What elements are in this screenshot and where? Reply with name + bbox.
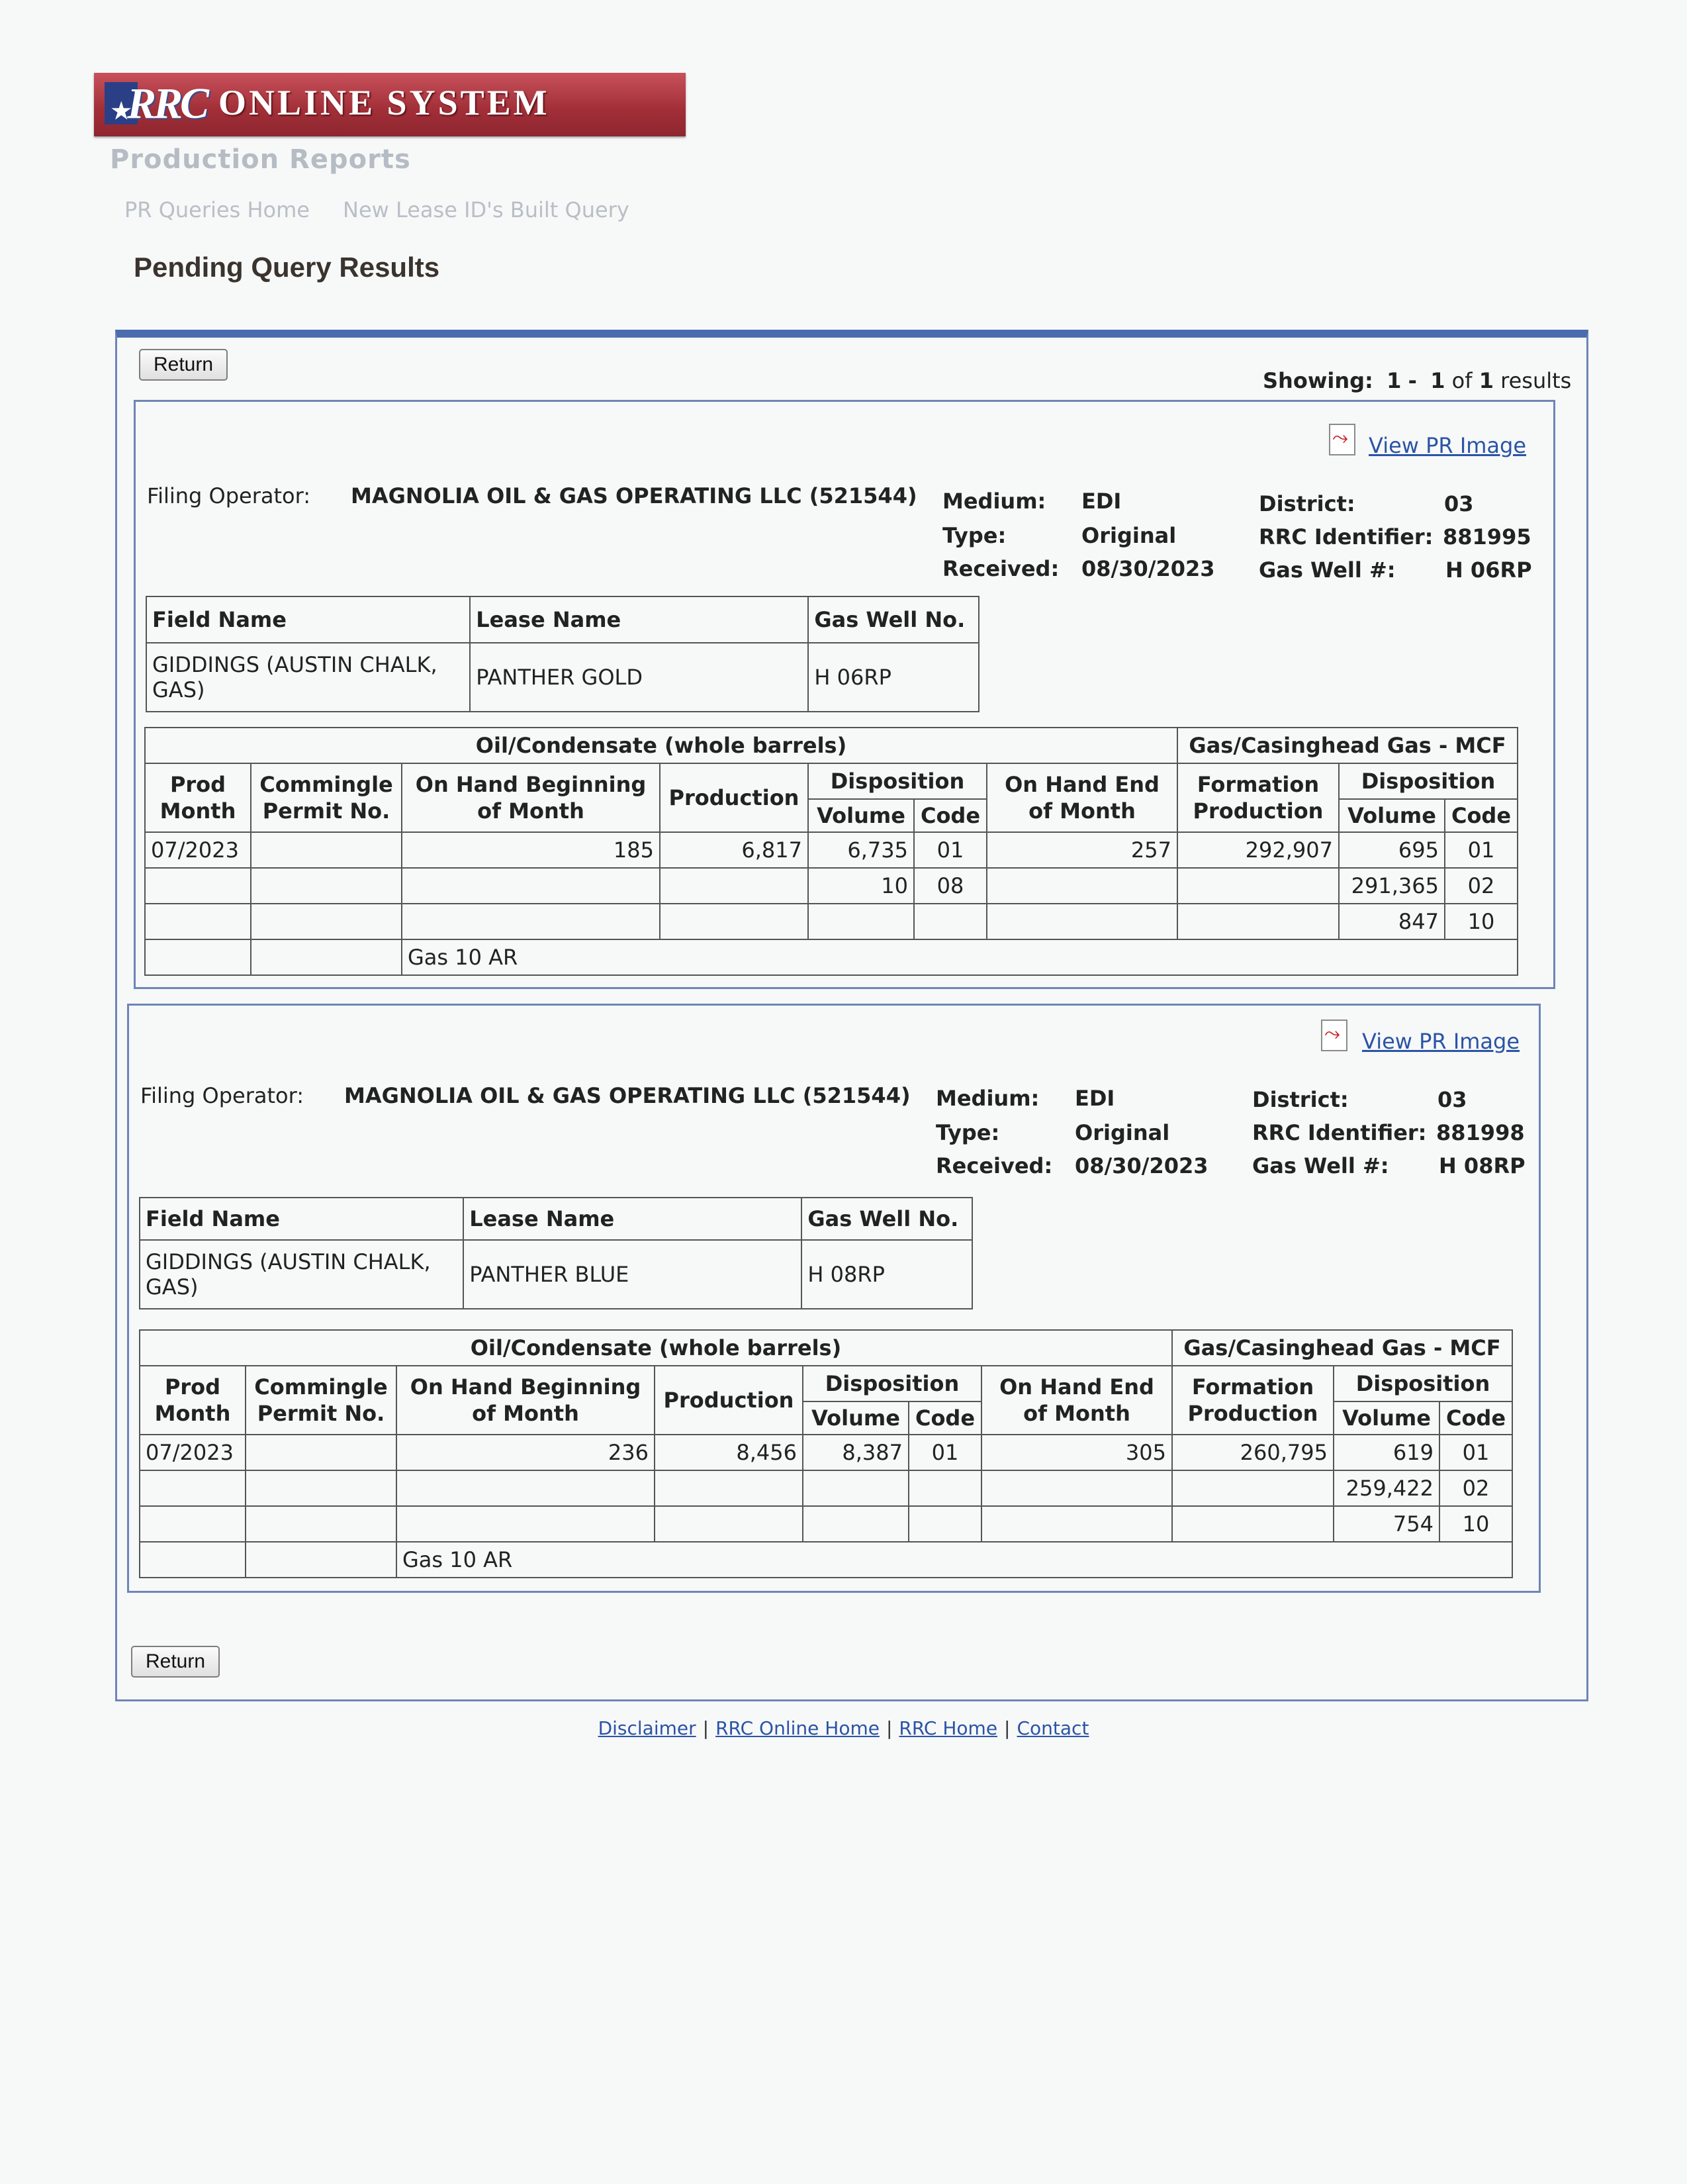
note-cell: Gas 10 AR [396, 1542, 1512, 1578]
received-value: 08/30/2023 [1075, 1153, 1208, 1178]
district-value: 03 [1444, 491, 1474, 516]
production-cell [660, 868, 808, 904]
commingle-cell [251, 832, 402, 868]
gas-code-cell: 10 [1445, 904, 1518, 939]
on-hand-begin-cell [396, 1506, 655, 1542]
oil-code-cell: 01 [909, 1435, 981, 1470]
page-title: Pending Query Results [134, 252, 440, 283]
prod-month-cell: 07/2023 [140, 1435, 246, 1470]
results-count [1263, 368, 1571, 393]
oil-code-header: Code [909, 1401, 981, 1435]
formation-production-cell [1172, 1470, 1334, 1506]
showing-label: Showing: [1263, 368, 1373, 393]
operator-name: MAGNOLIA OIL & GAS OPERATING LLC (521544) [351, 483, 917, 508]
received-label: Received: [942, 556, 1060, 581]
gas-code-cell: 01 [1445, 832, 1518, 868]
production-cell: 6,817 [660, 832, 808, 868]
rrc-logo [110, 78, 207, 130]
pdf-icon[interactable] [1321, 1020, 1347, 1051]
oil-volume-cell [808, 904, 914, 939]
oil-disposition-header: Disposition [808, 763, 987, 799]
disclaimer-link[interactable]: Disclaimer [598, 1717, 696, 1739]
on-hand-end-cell [987, 904, 1177, 939]
gas-code-cell: 10 [1439, 1506, 1512, 1542]
formation-production-header: Formation Production [1177, 763, 1339, 832]
type-label: Type: [942, 523, 1007, 548]
gas-well-label: Gas Well #: [1259, 557, 1396, 583]
on-hand-end-cell: 257 [987, 832, 1177, 868]
table-row [140, 1506, 1512, 1542]
lease-name-header: Lease Name [463, 1198, 801, 1240]
oil-volume-cell [803, 1470, 909, 1506]
rrc-identifier-label: RRC Identifier: [1252, 1120, 1427, 1145]
prod-month-header: Prod Month [145, 763, 251, 832]
formation-production-cell: 260,795 [1172, 1435, 1334, 1470]
empty-cell [246, 1542, 396, 1578]
contact-link[interactable]: Contact [1017, 1717, 1089, 1739]
commingle-cell [246, 1506, 396, 1542]
table-row [140, 1435, 1512, 1470]
showing-suffix: results [1500, 368, 1572, 393]
gas-well-no-header: Gas Well No. [801, 1198, 972, 1240]
lease-name-cell: PANTHER GOLD [470, 643, 808, 712]
production-cell [655, 1470, 803, 1506]
commingle-header: Commingle Permit No. [246, 1366, 396, 1435]
prod-month-cell [140, 1470, 246, 1506]
lease-table [139, 1197, 973, 1309]
table-row [145, 868, 1518, 904]
oil-volume-cell: 8,387 [803, 1435, 909, 1470]
filing-operator-label: Filing Operator: [147, 483, 310, 508]
footer-separator: | [1004, 1717, 1011, 1739]
formation-production-cell: 292,907 [1177, 832, 1339, 868]
logo-text: RRC [127, 79, 207, 128]
empty-cell [251, 939, 402, 975]
on-hand-end-header: On Hand End of Month [987, 763, 1177, 832]
commingle-cell [246, 1435, 396, 1470]
medium-label: Medium: [936, 1086, 1040, 1111]
footer-separator: | [702, 1717, 709, 1739]
return-button-bottom[interactable]: Return [131, 1646, 220, 1678]
on-hand-end-cell [981, 1470, 1172, 1506]
medium-value: EDI [1081, 489, 1122, 514]
table-row [145, 939, 1518, 975]
formation-production-cell [1177, 868, 1339, 904]
rrc-home-link[interactable]: RRC Home [899, 1717, 998, 1739]
commingle-cell [251, 904, 402, 939]
view-pr-image-link[interactable]: View PR Image [1362, 1029, 1520, 1054]
oil-volume-header: Volume [803, 1401, 909, 1435]
commingle-cell [251, 868, 402, 904]
footer-links [0, 1717, 1687, 1739]
oil-code-cell [914, 904, 987, 939]
gas-code-cell: 02 [1439, 1470, 1512, 1506]
table-row [140, 1542, 1512, 1578]
lease-name-cell: PANTHER BLUE [463, 1240, 801, 1309]
star-icon: ★ [111, 99, 132, 124]
on-hand-end-cell [987, 868, 1177, 904]
gas-disposition-header: Disposition [1334, 1366, 1512, 1401]
on-hand-begin-cell [402, 904, 660, 939]
on-hand-begin-cell [402, 868, 660, 904]
gas-volume-cell: 259,422 [1334, 1470, 1439, 1506]
empty-cell [140, 1542, 246, 1578]
pdf-icon[interactable] [1329, 424, 1355, 455]
production-cell [660, 904, 808, 939]
prod-month-header: Prod Month [140, 1366, 246, 1435]
prod-month-cell: 07/2023 [145, 832, 251, 868]
return-button-top[interactable]: Return [139, 349, 228, 381]
commingle-cell [246, 1470, 396, 1506]
rrc-identifier-label: RRC Identifier: [1259, 524, 1434, 549]
oil-disposition-header: Disposition [803, 1366, 981, 1401]
gas-code-cell: 01 [1439, 1435, 1512, 1470]
section-title: Production Reports [110, 144, 411, 175]
on-hand-begin-header: On Hand Beginning of Month [396, 1366, 655, 1435]
district-value: 03 [1437, 1087, 1467, 1112]
gas-volume-cell: 695 [1339, 832, 1445, 868]
oil-condensate-header: Oil/Condensate (whole barrels) [145, 728, 1177, 763]
gas-volume-cell: 847 [1339, 904, 1445, 939]
field-name-cell: GIDDINGS (AUSTIN CHALK, GAS) [140, 1240, 463, 1309]
production-table [144, 727, 1518, 976]
filing-operator-label: Filing Operator: [140, 1083, 304, 1108]
oil-volume-cell: 6,735 [808, 832, 914, 868]
type-label: Type: [936, 1120, 1000, 1145]
oil-volume-cell [803, 1506, 909, 1542]
gas-well-value: H 08RP [1439, 1153, 1526, 1178]
empty-cell [145, 939, 251, 975]
note-cell: Gas 10 AR [402, 939, 1518, 975]
district-label: District: [1259, 491, 1355, 516]
gas-well-label: Gas Well #: [1252, 1153, 1389, 1178]
medium-label: Medium: [942, 489, 1046, 514]
gas-code-header: Code [1445, 799, 1518, 832]
on-hand-begin-cell: 236 [396, 1435, 655, 1470]
prod-month-cell [140, 1506, 246, 1542]
oil-volume-header: Volume [808, 799, 914, 832]
rrc-identifier-value: 881995 [1443, 524, 1531, 549]
district-label: District: [1252, 1087, 1349, 1112]
showing-dash: - [1408, 368, 1417, 393]
table-row [145, 904, 1518, 939]
formation-production-header: Formation Production [1172, 1366, 1334, 1435]
on-hand-begin-cell: 185 [402, 832, 660, 868]
prod-month-cell [145, 904, 251, 939]
oil-condensate-header: Oil/Condensate (whole barrels) [140, 1330, 1172, 1366]
on-hand-end-cell [981, 1506, 1172, 1542]
gas-code-cell: 02 [1445, 868, 1518, 904]
view-pr-image-link[interactable]: View PR Image [1369, 433, 1527, 458]
gas-volume-cell: 619 [1334, 1435, 1439, 1470]
nav-link-pr-queries-home[interactable]: PR Queries Home [124, 197, 310, 222]
banner-title: ONLINE SYSTEM [218, 83, 550, 122]
oil-code-cell [909, 1470, 981, 1506]
gas-code-header: Code [1439, 1401, 1512, 1435]
on-hand-end-header: On Hand End of Month [981, 1366, 1172, 1435]
received-label: Received: [936, 1153, 1053, 1178]
table-row [145, 832, 1518, 868]
lease-name-header: Lease Name [470, 596, 808, 643]
nav-link-new-lease-query[interactable]: New Lease ID's Built Query [343, 197, 629, 222]
footer-separator: | [886, 1717, 893, 1739]
oil-volume-cell: 10 [808, 868, 914, 904]
oil-code-cell: 08 [914, 868, 987, 904]
prod-month-cell [145, 868, 251, 904]
oil-code-header: Code [914, 799, 987, 832]
production-table [139, 1329, 1513, 1578]
showing-total: 1 [1479, 368, 1494, 393]
formation-production-cell [1177, 904, 1339, 939]
gas-volume-header: Volume [1339, 799, 1445, 832]
table-row [140, 1470, 1512, 1506]
rrc-online-home-link[interactable]: RRC Online Home [715, 1717, 880, 1739]
gas-disposition-header: Disposition [1339, 763, 1518, 799]
field-name-cell: GIDDINGS (AUSTIN CHALK, GAS) [146, 643, 470, 712]
gas-well-no-cell: H 06RP [808, 643, 979, 712]
production-header: Production [660, 763, 808, 832]
production-cell [655, 1506, 803, 1542]
gas-volume-cell: 754 [1334, 1506, 1439, 1542]
commingle-header: Commingle Permit No. [251, 763, 402, 832]
gas-volume-header: Volume [1334, 1401, 1439, 1435]
type-value: Original [1081, 523, 1177, 548]
lease-table [146, 596, 980, 712]
production-header: Production [655, 1366, 803, 1435]
gas-well-no-header: Gas Well No. [808, 596, 979, 643]
formation-production-cell [1172, 1506, 1334, 1542]
type-value: Original [1075, 1120, 1170, 1145]
received-value: 08/30/2023 [1081, 556, 1215, 581]
on-hand-end-cell: 305 [981, 1435, 1172, 1470]
rrc-identifier-value: 881998 [1436, 1120, 1525, 1145]
oil-code-cell [909, 1506, 981, 1542]
field-name-header: Field Name [146, 596, 470, 643]
showing-to: 1 [1430, 368, 1445, 393]
showing-from: 1 [1387, 368, 1402, 393]
gas-casinghead-header: Gas/Casinghead Gas - MCF [1172, 1330, 1512, 1366]
on-hand-begin-header: On Hand Beginning of Month [402, 763, 660, 832]
on-hand-begin-cell [396, 1470, 655, 1506]
gas-well-value: H 06RP [1445, 557, 1532, 583]
gas-casinghead-header: Gas/Casinghead Gas - MCF [1177, 728, 1518, 763]
medium-value: EDI [1075, 1086, 1115, 1111]
production-cell: 8,456 [655, 1435, 803, 1470]
operator-name: MAGNOLIA OIL & GAS OPERATING LLC (521544) [344, 1083, 911, 1108]
gas-well-no-cell: H 08RP [801, 1240, 972, 1309]
oil-code-cell: 01 [914, 832, 987, 868]
showing-of: of [1451, 368, 1473, 393]
field-name-header: Field Name [140, 1198, 463, 1240]
gas-volume-cell: 291,365 [1339, 868, 1445, 904]
